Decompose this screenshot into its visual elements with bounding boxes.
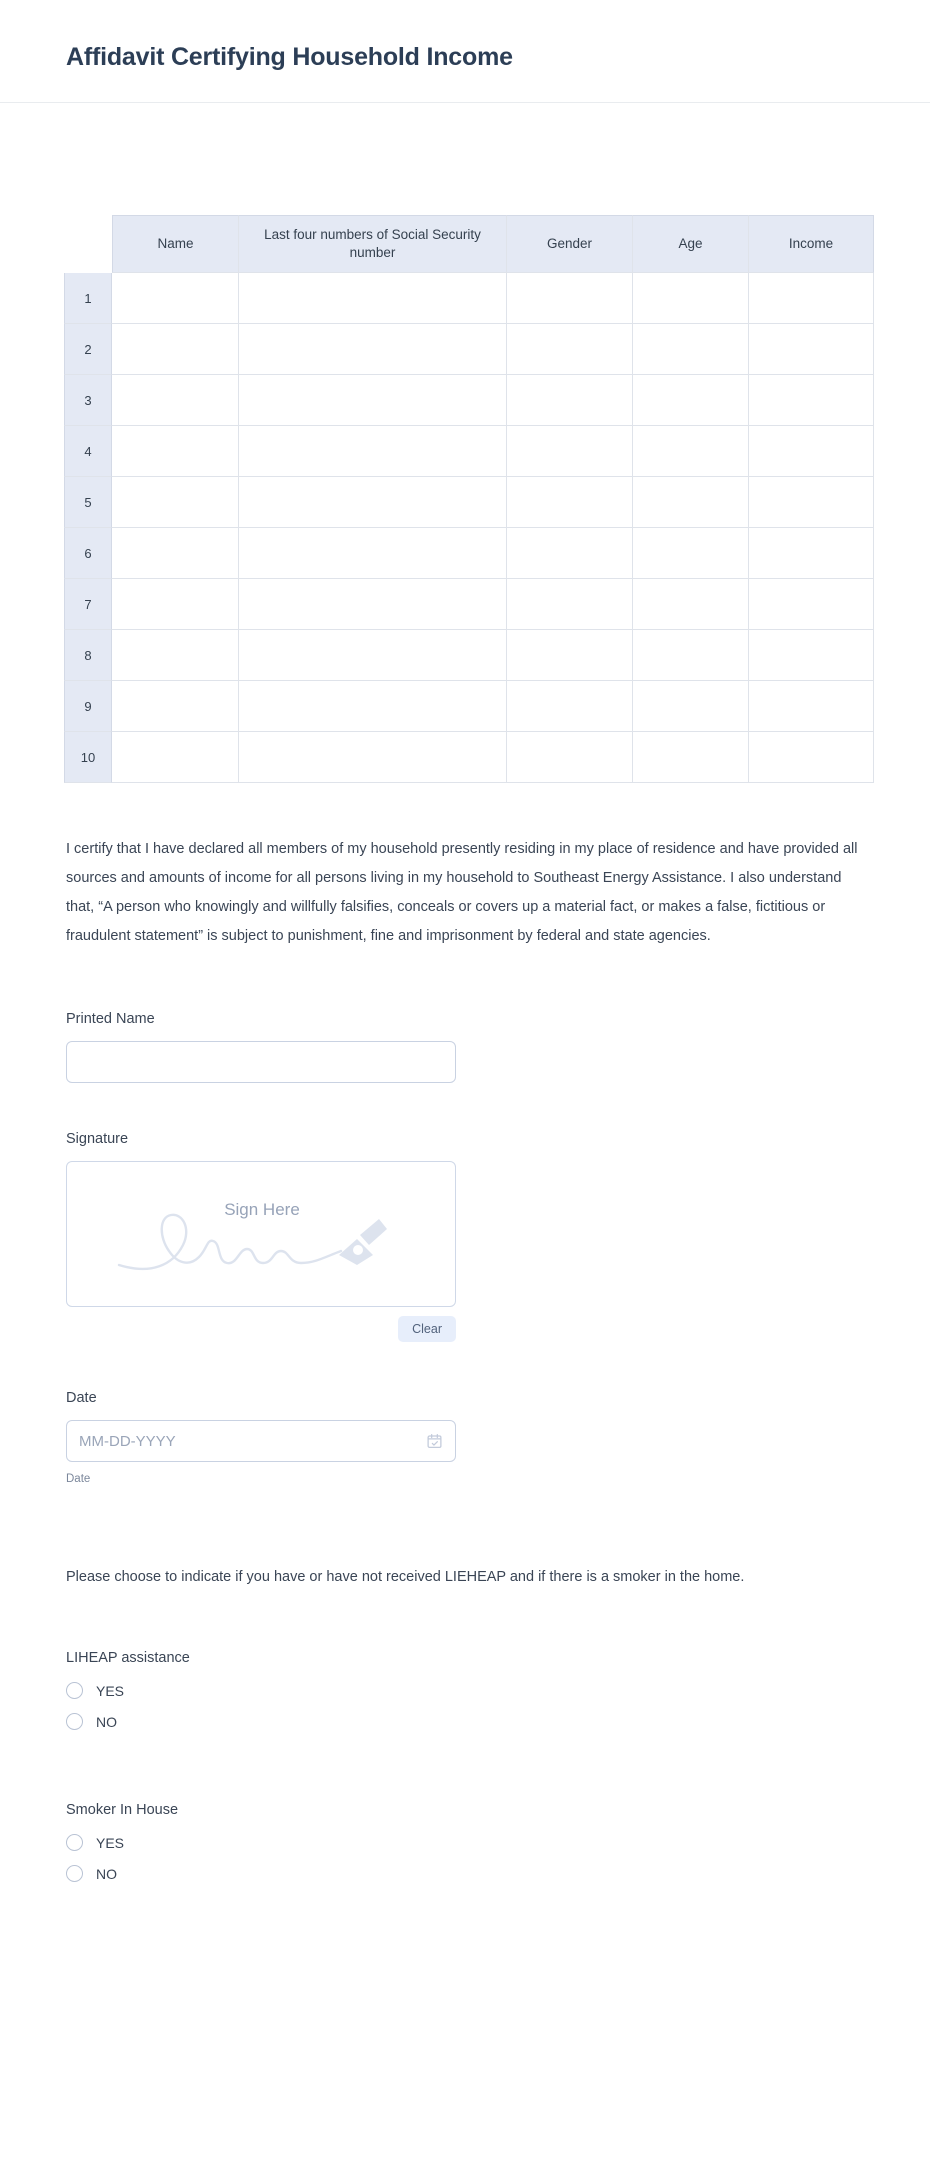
column-header-income: Income xyxy=(749,215,874,273)
cell-name[interactable] xyxy=(112,477,239,528)
table-row xyxy=(64,273,874,324)
printed-name-label: Printed Name xyxy=(66,1011,155,1027)
row-number: 7 xyxy=(64,579,112,630)
table-row xyxy=(64,732,874,783)
row-number: 5 xyxy=(64,477,112,528)
signature-hint-text: Sign Here xyxy=(224,1200,300,1219)
date-label: Date xyxy=(66,1390,97,1406)
table-header-row xyxy=(64,215,874,273)
radio-circle-icon[interactable] xyxy=(66,1713,83,1730)
signature-actions xyxy=(66,1316,456,1342)
liheap-assistance-group xyxy=(0,1592,930,1730)
cell-gender[interactable] xyxy=(507,630,633,681)
row-number: 9 xyxy=(64,681,112,732)
row-number: 4 xyxy=(64,426,112,477)
cell-gender[interactable] xyxy=(507,273,633,324)
signature-pad[interactable] xyxy=(66,1161,456,1307)
cell-name[interactable] xyxy=(112,630,239,681)
signature-placeholder-art xyxy=(67,1162,455,1306)
table-row xyxy=(64,477,874,528)
cell-age[interactable] xyxy=(633,732,749,783)
smoker-legend: Smoker In House xyxy=(66,1802,179,1818)
cell-income[interactable] xyxy=(749,426,874,477)
cell-age[interactable] xyxy=(633,273,749,324)
smoker-option-yes-label: YES xyxy=(96,1834,125,1851)
cell-ssn[interactable] xyxy=(239,375,507,426)
cell-ssn[interactable] xyxy=(239,273,507,324)
signature-scribble-icon xyxy=(111,1179,411,1289)
row-number: 3 xyxy=(64,375,112,426)
printed-name-input[interactable] xyxy=(66,1041,456,1083)
date-input[interactable] xyxy=(66,1420,456,1462)
clear-signature-button[interactable]: Clear xyxy=(398,1316,456,1342)
radio-circle-icon[interactable] xyxy=(66,1865,83,1882)
instruction-block xyxy=(0,1485,930,1592)
smoker-option-yes[interactable] xyxy=(66,1834,864,1851)
table-row xyxy=(64,426,874,477)
cell-name[interactable] xyxy=(112,579,239,630)
row-number: 1 xyxy=(64,273,112,324)
cell-name[interactable] xyxy=(112,528,239,579)
cell-name[interactable] xyxy=(112,681,239,732)
smoker-option-no[interactable] xyxy=(66,1865,864,1882)
date-input-wrapper xyxy=(66,1420,456,1462)
household-income-table xyxy=(64,215,874,783)
table-row xyxy=(64,630,874,681)
cell-ssn[interactable] xyxy=(239,681,507,732)
cell-age[interactable] xyxy=(633,579,749,630)
cell-ssn[interactable] xyxy=(239,579,507,630)
certification-block xyxy=(0,783,930,951)
row-number: 2 xyxy=(64,324,112,375)
cell-age[interactable] xyxy=(633,681,749,732)
printed-name-field-group xyxy=(0,951,930,1083)
signature-field-group xyxy=(0,1083,930,1342)
table-head xyxy=(64,215,874,273)
cell-income[interactable] xyxy=(749,324,874,375)
cell-age[interactable] xyxy=(633,477,749,528)
date-field-group xyxy=(0,1342,930,1485)
cell-age[interactable] xyxy=(633,630,749,681)
cell-age[interactable] xyxy=(633,426,749,477)
smoker-in-house-group xyxy=(0,1744,930,1882)
date-sublabel: Date xyxy=(66,1473,91,1485)
cell-ssn[interactable] xyxy=(239,528,507,579)
radio-circle-icon[interactable] xyxy=(66,1682,83,1699)
cell-ssn[interactable] xyxy=(239,732,507,783)
cell-name[interactable] xyxy=(112,732,239,783)
cell-age[interactable] xyxy=(633,324,749,375)
liheap-option-no-label: NO xyxy=(96,1713,117,1730)
cell-ssn[interactable] xyxy=(239,324,507,375)
cell-income[interactable] xyxy=(749,477,874,528)
cell-gender[interactable] xyxy=(507,375,633,426)
cell-gender[interactable] xyxy=(507,528,633,579)
row-number: 6 xyxy=(64,528,112,579)
liheap-option-yes[interactable] xyxy=(66,1682,864,1699)
cell-ssn[interactable] xyxy=(239,630,507,681)
cell-name[interactable] xyxy=(112,375,239,426)
liheap-option-yes-label: YES xyxy=(96,1682,125,1699)
column-header-name: Name xyxy=(112,215,239,273)
cell-name[interactable] xyxy=(112,273,239,324)
cell-gender[interactable] xyxy=(507,477,633,528)
table-body xyxy=(64,273,874,783)
smoker-option-no-label: NO xyxy=(96,1865,117,1882)
liheap-option-no[interactable] xyxy=(66,1713,864,1730)
page-title: Affidavit Certifying Household Income xyxy=(66,43,513,71)
table-corner-cell xyxy=(64,215,112,273)
table-row xyxy=(64,324,874,375)
pen-nib-icon xyxy=(339,1219,387,1265)
cell-name[interactable] xyxy=(112,324,239,375)
signature-label: Signature xyxy=(66,1131,129,1147)
table-row xyxy=(64,579,874,630)
cell-income[interactable] xyxy=(749,528,874,579)
cell-gender[interactable] xyxy=(507,732,633,783)
liheap-legend: LIHEAP assistance xyxy=(66,1650,190,1666)
cell-gender[interactable] xyxy=(507,426,633,477)
cell-income[interactable] xyxy=(749,732,874,783)
cell-income[interactable] xyxy=(749,681,874,732)
cell-ssn[interactable] xyxy=(239,477,507,528)
cell-income[interactable] xyxy=(749,273,874,324)
cell-gender[interactable] xyxy=(507,324,633,375)
cell-income[interactable] xyxy=(749,375,874,426)
cell-gender[interactable] xyxy=(507,579,633,630)
certification-text: I certify that I have declared all members of my household presently residing in my place of residence and have provided all sources and amounts of income for all persons living in my household to Southeast Energy Assistance. I also understand that, “A person who knowingly and willfully falsifies, conceals or covers up a material fact, or makes a false, fictitious or fraudulent statement” is subject to punishment, fine and imprisonment by federal and state agencies. xyxy=(66,841,858,944)
cell-name[interactable] xyxy=(112,426,239,477)
table-row xyxy=(64,528,874,579)
table-row xyxy=(64,681,874,732)
column-header-gender: Gender xyxy=(507,215,633,273)
column-header-age: Age xyxy=(633,215,749,273)
cell-income[interactable] xyxy=(749,579,874,630)
column-header-ssn: Last four numbers of Social Security number xyxy=(239,215,507,273)
instruction-text: Please choose to indicate if you have or have not received LIEHEAP and if there is a smoker in the home. xyxy=(66,1569,745,1585)
signature-wrapper xyxy=(66,1161,456,1342)
row-number: 10 xyxy=(64,732,112,783)
form-header xyxy=(0,0,930,103)
cell-age[interactable] xyxy=(633,375,749,426)
cell-ssn[interactable] xyxy=(239,426,507,477)
cell-gender[interactable] xyxy=(507,681,633,732)
table-row xyxy=(64,375,874,426)
bottom-spacer xyxy=(0,1896,930,1936)
cell-income[interactable] xyxy=(749,630,874,681)
cell-age[interactable] xyxy=(633,528,749,579)
household-table-block xyxy=(0,103,930,783)
radio-circle-icon[interactable] xyxy=(66,1834,83,1851)
row-number: 8 xyxy=(64,630,112,681)
